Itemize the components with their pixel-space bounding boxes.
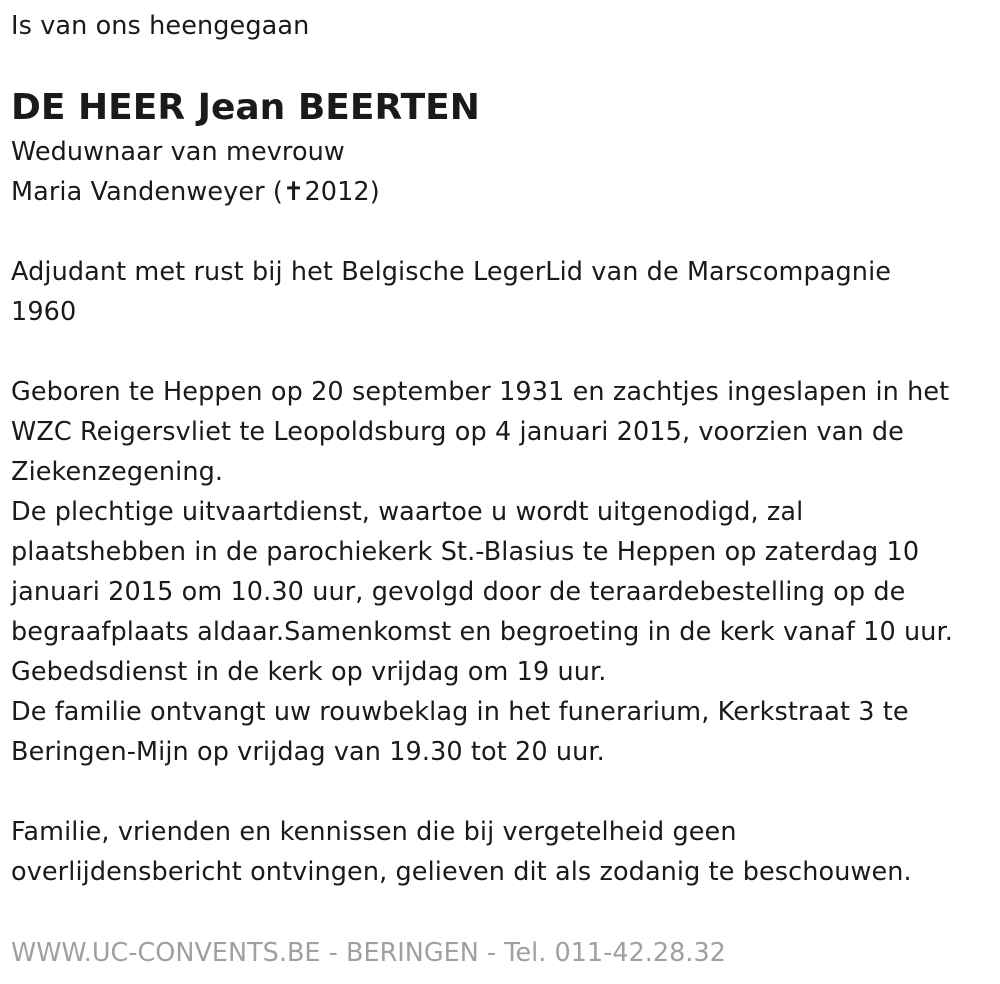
rank-line-1: Adjudant met rust bij het Belgische LegerLid van de Marscompagnie — [11, 257, 892, 287]
deceased-name: DE HEER Jean BEERTEN — [11, 87, 480, 128]
spacer — [11, 332, 1000, 372]
spouse-line-1: Weduwnaar van mevrouw — [11, 137, 345, 167]
closing-line-2: overlijdensbericht ontvingen, gelieven dit als zodanig te beschouwen. — [11, 857, 912, 887]
details-line: Beringen-Mijn op vrijdag van 19.30 tot 20 uur. — [11, 737, 605, 767]
spouse-line-2: Maria Vandenweyer (✝2012) — [11, 177, 380, 207]
details-line: De plechtige uitvaartdienst, waartoe u wordt uitgenodigd, zal — [11, 497, 804, 527]
closing-line-1: Familie, vrienden en kennissen die bij vergetelheid geen — [11, 817, 737, 847]
details-line: plaatshebben in de parochiekerk St.-Blasius te Heppen op zaterdag 10 — [11, 537, 920, 567]
details-line: De familie ontvangt uw rouwbeklag in het funerarium, Kerkstraat 3 te — [11, 697, 909, 727]
rank-line-2: 1960 — [11, 297, 77, 327]
details-block — [11, 372, 1000, 772]
details-line: begraafplaats aldaar.Samenkomst en begroeting in de kerk vanaf 10 uur. — [11, 617, 953, 647]
details-line: Geboren te Heppen op 20 september 1931 en zachtjes ingeslapen in het — [11, 377, 950, 407]
details-line: Gebedsdienst in de kerk op vrijdag om 19 uur. — [11, 657, 607, 687]
details-line: Ziekenzegening. — [11, 457, 224, 487]
details-line: WZC Reigersvliet te Leopoldsburg op 4 januari 2015, voorzien van de — [11, 417, 904, 447]
intro-text: Is van ons heengegaan — [11, 11, 310, 41]
details-line: januari 2015 om 10.30 uur, gevolgd door de teraardebestelling op de — [11, 577, 906, 607]
footer-contact: WWW.UC-CONVENTS.BE - BERINGEN - Tel. 011-42.28.32 — [11, 938, 726, 968]
spacer — [11, 212, 1000, 252]
spacer — [11, 772, 1000, 812]
